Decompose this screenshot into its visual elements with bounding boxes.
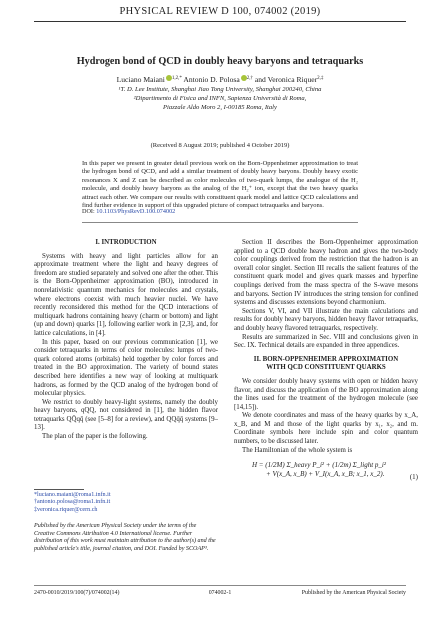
equation-line-1: H = (1/2M) Σ_heavy P_i² + (1/2m) Σ_light p_i² (252, 461, 386, 470)
paper-title: Hydrogen bond of QCD in doubly heavy baryons and tetraquarks (76, 56, 364, 67)
running-head: PHYSICAL REVIEW D 100, 074002 (2019) (119, 6, 321, 17)
intro-paragraph-4: The plan of the paper is the following. (42, 433, 148, 441)
affiliation-1: ¹T. D. Lee Institute, Shanghai Jiao Tong University, Shanghai 200240, China (118, 86, 322, 93)
bo-paragraph-2: We denote coordinates and mass of the heavy quarks by x_A, x_B, and M and those of the light quarks by x₁, x₂, and m. Coordinate symbols here include spin and color quantum numbers, to be discussed later. (234, 412, 418, 446)
footer-publisher: Published by the American Physical Society (301, 590, 406, 596)
intro-paragraph-1: Systems with heavy and light particles allow for an approximate treatment where the light and heavy degrees of freedom are studied separately and solved one after the other. This is the Born-Oppenheimer approximation (BO), introduced in nonrelativistic quantum mechanics for molecules and crystals, where electrons coexist with much heavier nuclei. We have recently reconsidered this method for the QCD interactions of multiquark hadrons containing heavy (charm or bottom) and light (up and down) quarks [1], following earlier work in [2,3], and, for lattice calculations, in [4]. (34, 252, 218, 337)
footnote-email-2[interactable]: †antonio.polosa@roma1.infn.it (34, 499, 111, 506)
footnote-email-3[interactable]: ‡veronica.riquer@cern.ch (34, 506, 98, 513)
equation-1 (234, 461, 418, 482)
abstract: In this paper we present in greater detail previous work on the Born-Oppenheimer approximation to treat the hydrogen bond of QCD, and add a similar treatment of doubly heavy baryons. Doubly heavy exotic resonances X and Z can be described as color molecules of two-quark lumps, the analogue of the H₂ molecule, and doubly heavy baryons as the analog of the H₂⁺ ion, except that the two heavy quarks attract each other. We compare our results with constituent quark model and lattice QCD calculations and find further evidence in support of this upgraded picture of compact tetraquarks and baryons. (82, 160, 358, 210)
author-3-affil: 2,‡ (317, 76, 324, 81)
author-3: and Veronica Riquer (254, 75, 318, 84)
left-column (34, 239, 218, 442)
plan-paragraph-1: Section II describes the Born-Oppenheimer approximation applied to a QCD double heavy hadron and gives the two-body color couplings derived from the restriction that the hadron is an overall color singlet. Section III recalls the salient features of the constituent quark model and gives quark masses and hyperfine couplings derived from the mass spectra of the S-wave mesons and baryons. Section IV introduces the string tension for confined systems and discusses extensions beyond charmonium. (234, 239, 418, 307)
footnote-email-1[interactable]: *luciano.maiani@roma1.infn.it (34, 492, 111, 498)
received-dates: (Received 8 August 2019; published 4 October 2019) (150, 142, 290, 149)
author-1-affil: 1,2,* (171, 76, 182, 81)
bo-paragraph-1: We consider doubly heavy systems with open or hidden heavy flavor, and discuss the application of the BO approximation along the lines used for the treatment of the hydrogen molecule (see [14,15]). (234, 377, 418, 411)
intro-paragraph-2: In this paper, based on our previous communication [1], we consider tetraquarks in terms of color molecules: lumps of two-quark colored atoms (orbitals) held together by color forces and treated in the BO approximation. The variety of bound states described here identifies a new way of looking at multiquark hadrons, as formed by the QCD analog of the hydrogen bond of molecular physics. (34, 338, 218, 398)
plan-paragraph-3: Results are summarized in Sec. VIII and conclusions given in Sec. IX. Technical details are expanded in three appendices. (234, 333, 418, 350)
section-heading-1: I. INTRODUCTION (95, 239, 157, 246)
author-2-affil: 2,† (246, 76, 253, 81)
right-column (234, 239, 418, 482)
header-rule (34, 21, 406, 22)
publisher-license-note: Published by the American Physical Society under the terms of the Creative Commons Attribution 4.0 International license. Further distribution of this work must maintain attribution to the author(s) and the published article's title, journal citation, and DOI. Funded by SCOAP³. (34, 523, 216, 552)
footnotes (34, 492, 218, 514)
bo-paragraph-3: The Hamiltonian of the whole system is (242, 446, 353, 454)
section-heading-2-cont: WITH QCD CONSTITUENT QUARKS (266, 364, 386, 372)
footer-issn: 2470-0010/2019/100(7)/074002(14) (34, 590, 120, 596)
equation-line-2: + V(x_A, x_B) + V_I(x_A, x_B; x_1, x_2). (266, 469, 385, 478)
footnote-rule (34, 489, 84, 490)
section-heading-2: II. BORN-OPPENHEIMER APPROXIMATION (253, 355, 399, 363)
affiliation-2-cont: Piazzale Aldo Moro 2, I-00185 Roma, Italy (163, 104, 277, 111)
affiliation-2: ²Dipartimento di Fisica and INFN, Sapienza Università di Roma, (133, 95, 307, 102)
author-list (0, 75, 440, 84)
equation-number: (1) (409, 473, 418, 482)
author-2: Antonio D. Polosa (183, 75, 240, 84)
doi-link[interactable]: 10.1103/PhysRevD.100.074002 (96, 208, 176, 215)
plan-paragraph-2: Sections V, VI, and VII illustrate the main calculations and results for doubly heavy baryons, hidden heavy flavor tetraquarks, and doubly heavy flavored tetraquarks, respectively. (234, 307, 418, 332)
footer-page-number: 074002-1 (208, 590, 232, 596)
intro-paragraph-3: We restrict to doubly heavy-light systems, namely the doubly heavy baryons, qQQ, not considered in [1], the hidden flavor tetraquarks QQ̄qq̄ (see [5–8] for a review), and QQq̄q̄ systems [9–13]. (34, 398, 218, 432)
doi-label: DOI: (82, 208, 95, 215)
abstract-rule (82, 222, 358, 223)
author-1: Luciano Maiani (116, 75, 165, 84)
doi-line (82, 208, 175, 215)
footer-rule (34, 585, 406, 586)
